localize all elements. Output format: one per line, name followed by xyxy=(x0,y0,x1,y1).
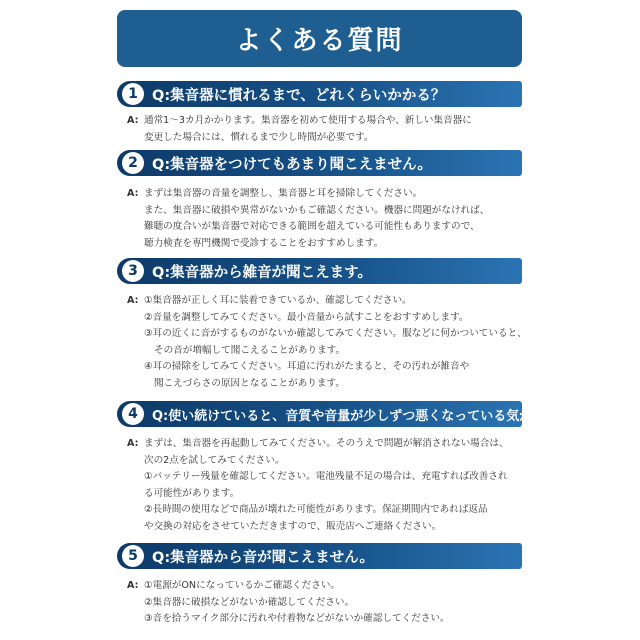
answer-line: や交換の対応をさせていただきますので、販売店へご連絡ください。 xyxy=(144,520,442,532)
answer-line: 変更した場合には、慣れるまで少し時間が必要です。 xyxy=(144,131,374,143)
answer-line: 通常1〜3カ月かかります。集音器を初めて使用する場合や、新しい集音器に xyxy=(144,115,472,126)
answer-prefix: A: xyxy=(127,188,139,199)
question-bar-5 xyxy=(117,543,522,569)
answer-line: ②音量を調整してみてください。最小音量から試すことをおすすめします。 xyxy=(144,311,469,323)
question-text: Q:集音器をつけてもあまり聞こえません。 xyxy=(152,156,432,173)
question-bar-4 xyxy=(117,401,584,427)
question-bar-2 xyxy=(117,150,522,176)
answer-line: 難聴の度合いが集音器で対応できる範囲を超えている可能性もありますので、 xyxy=(144,221,480,232)
answer-prefix: A: xyxy=(127,438,139,449)
answer-line: ④耳の掃除をしてみてください。耳道に汚れがたまると、その汚れが雑音や xyxy=(144,361,470,372)
question-number-badge: 4 xyxy=(122,403,144,425)
question-number-badge: 3 xyxy=(122,260,144,282)
question-text: Q:集音器から雑音が聞こえます。 xyxy=(152,264,372,281)
answer-prefix: A: xyxy=(127,580,139,591)
question-bar-1 xyxy=(117,81,522,107)
question-text: Q:集音器から音が聞こえません。 xyxy=(152,549,374,566)
answer-line: ①電源がONになっているかご確認ください。 xyxy=(144,580,341,591)
answer-line: ①集音器が正しく耳に装着できているか、確認してください。 xyxy=(144,295,412,306)
answer-block-2 xyxy=(117,186,522,252)
page-title: よくある質問 xyxy=(235,26,404,56)
question-number-badge: 2 xyxy=(122,152,144,174)
question-text: Q:集音器に慣れるまで、どれくらいかかる？ xyxy=(152,87,446,104)
answer-line: ②集音器に破損などがないか確認してください。 xyxy=(144,596,355,608)
answer-block-5 xyxy=(117,578,522,628)
answer-block-1 xyxy=(117,113,522,146)
answer-line: 聴力検査を専門機関で受診することをおすすめします。 xyxy=(144,237,384,249)
title-banner xyxy=(117,10,522,67)
question-text: Q:使い続けていると、音質や音量が少しずつ悪くなっている気がします。 xyxy=(152,408,584,424)
answer-line: また、集音器に破損や異常がないかもご確認ください。機器に問題がなければ、 xyxy=(144,204,490,216)
question-number-badge: 1 xyxy=(122,83,144,105)
answer-line: まずは、集音器を再起動してみてください。そのうえで問題が解消されない場合は、 xyxy=(144,438,509,449)
answer-line: ③音を拾うマイク部分に汚れや付着物などがないか確認してください。 xyxy=(144,613,450,624)
answer-line: ③耳の近くに音がするものがないか確認してみてください。服などに何かついていると、 xyxy=(144,328,527,339)
answer-prefix: A: xyxy=(127,295,139,306)
question-number-badge: 5 xyxy=(122,545,144,567)
answer-line: ①バッテリー残量を確認してください。電池残量不足の場合は、充電すれば改善され xyxy=(144,471,508,482)
answer-block-3 xyxy=(117,293,527,392)
answer-prefix: A: xyxy=(127,115,139,126)
answer-line: ②長時間の使用などで商品が壊れた可能性があります。保証期間内であれば返品 xyxy=(144,504,488,515)
answer-line: 次の2点を試してみてください。 xyxy=(144,454,285,466)
answer-line: まずは集音器の音量を調整し、集音器と耳を掃除してください。 xyxy=(144,188,423,199)
answer-line: 聞こえづらさの原因となることがあります。 xyxy=(154,377,345,389)
answer-line: る可能性があります。 xyxy=(144,487,240,499)
question-bar-3 xyxy=(117,258,522,284)
answer-line: その音が増幅して聞こえることがあります。 xyxy=(154,344,346,356)
answer-block-4 xyxy=(117,436,522,535)
